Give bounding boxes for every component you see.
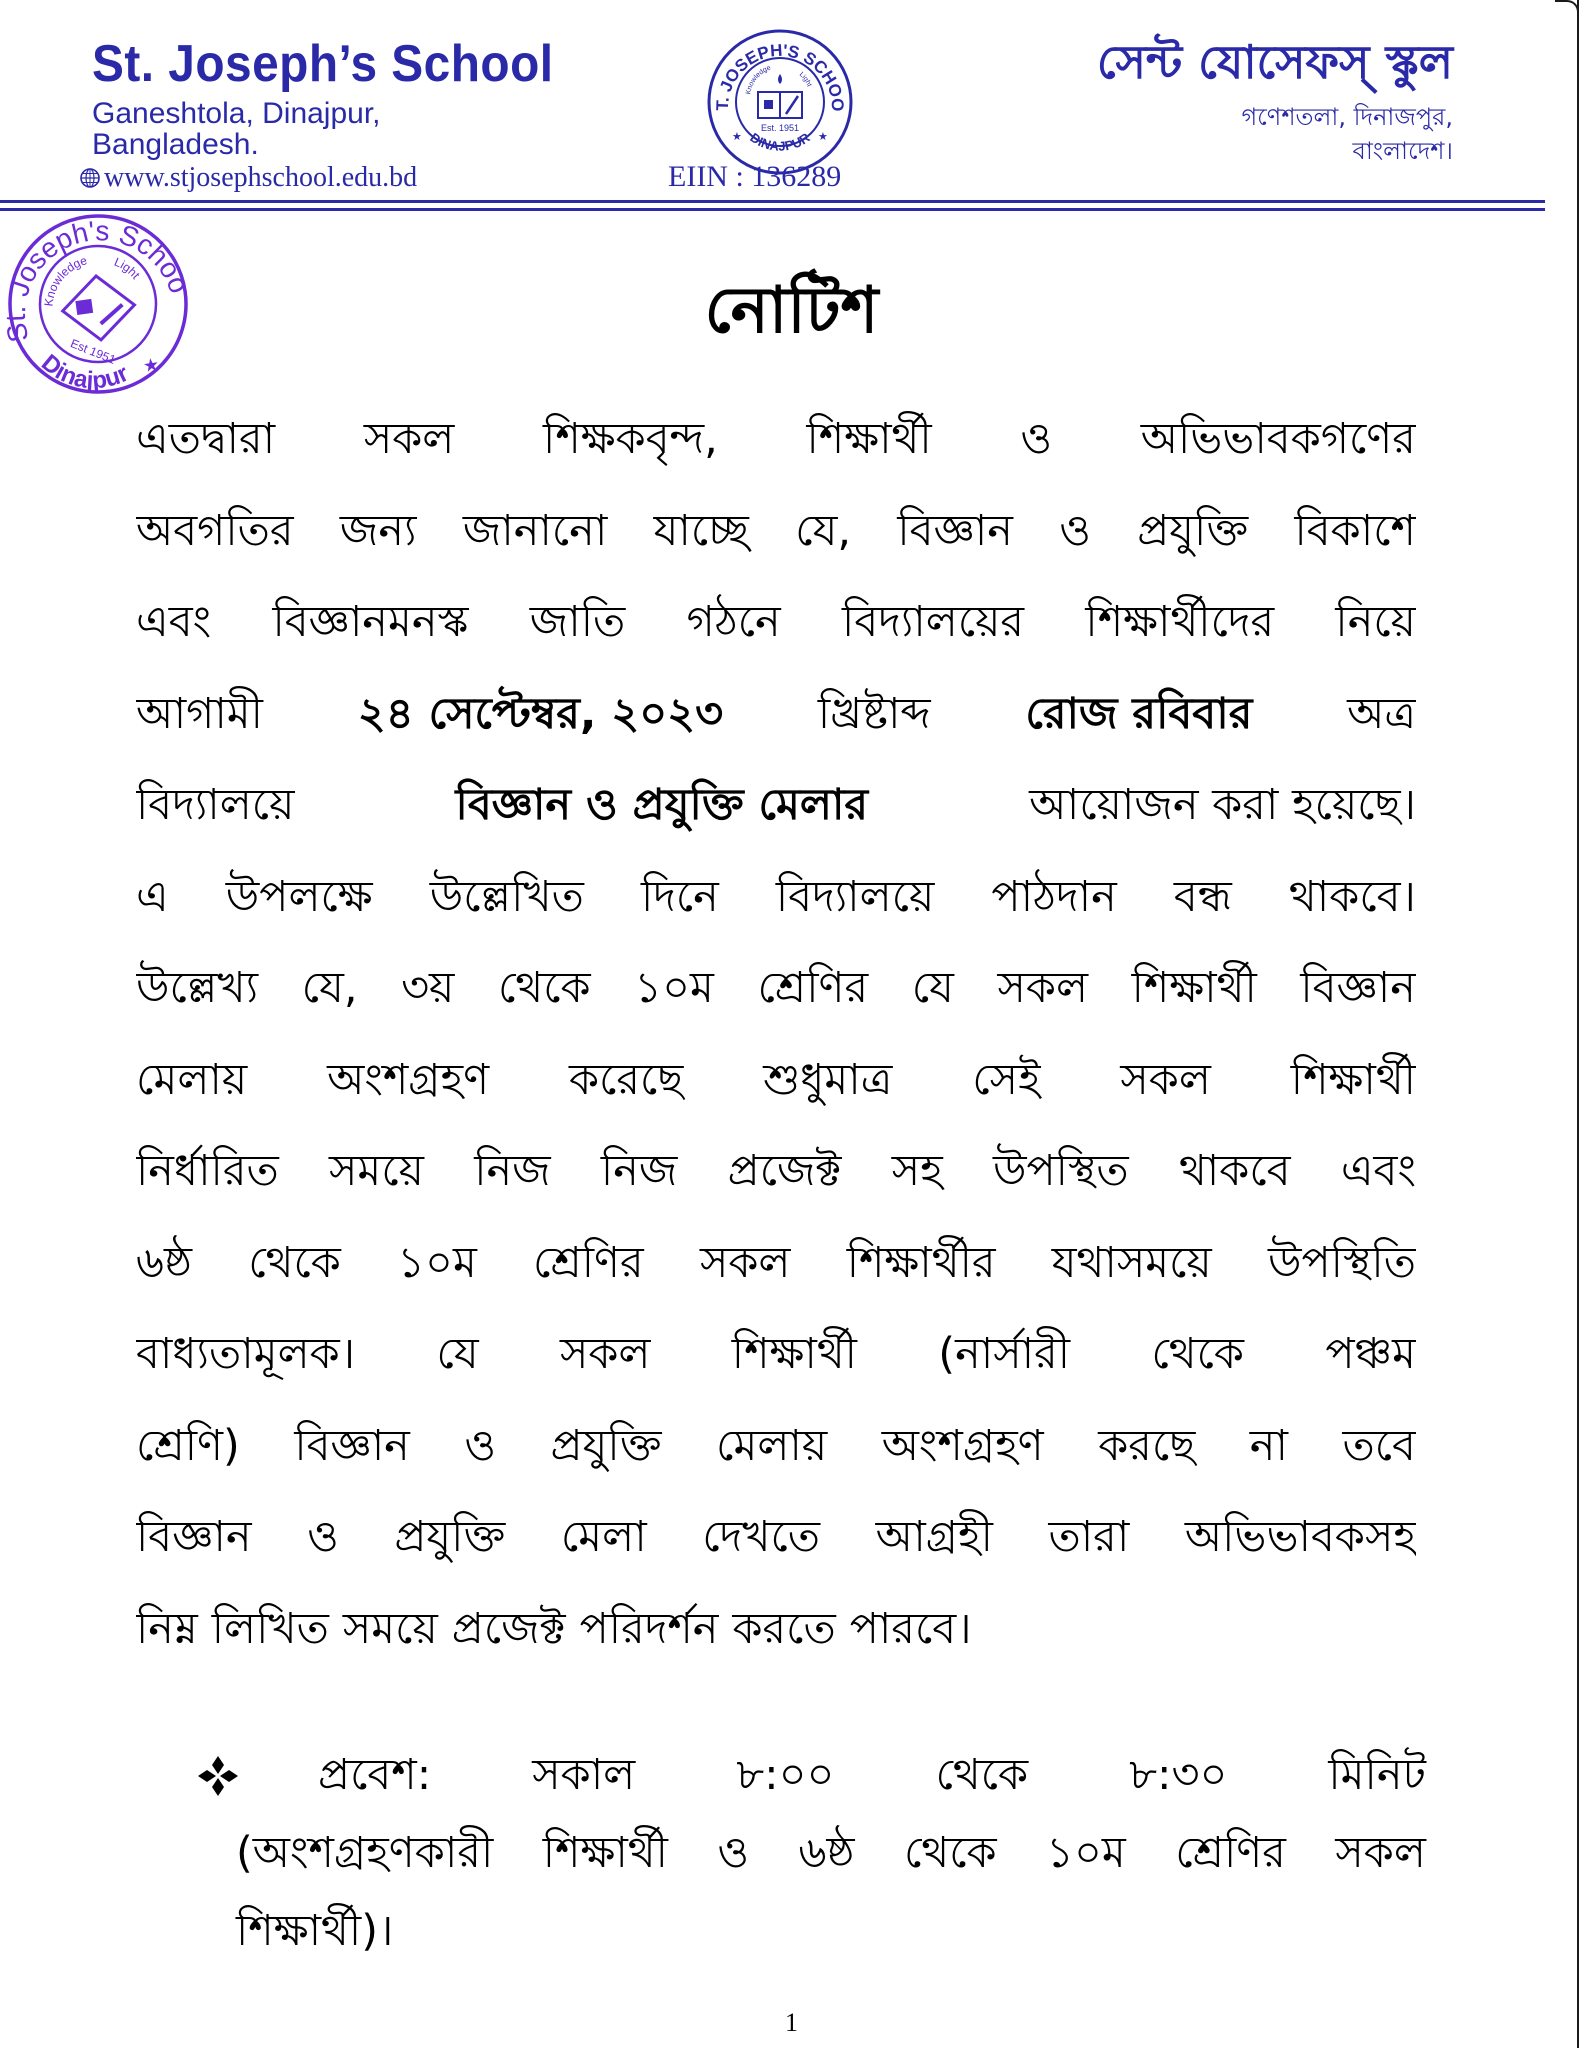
word: শিক্ষার্থী <box>542 1828 668 1878</box>
word: ১০ম <box>1046 1828 1126 1878</box>
word: এবং <box>136 597 212 647</box>
body-line <box>136 1492 1416 1584</box>
word: পাঠদান <box>991 871 1117 922</box>
word: আগামী <box>136 688 263 739</box>
website-row <box>80 162 417 194</box>
svg-text:DINAJPUR <box>747 129 813 153</box>
word: শ্রেণির <box>533 1237 644 1288</box>
body-line-event <box>136 760 1416 852</box>
word: প্রযুক্তি <box>394 1512 506 1562</box>
word: এতদ্বারা <box>136 414 276 464</box>
bullet-line-2 <box>236 1814 1426 1892</box>
body-line <box>136 1126 1416 1218</box>
word: উল্লেখ্য <box>136 963 259 1013</box>
word: ও <box>1059 505 1091 556</box>
word: বিজ্ঞানমনস্ক <box>272 597 469 647</box>
word: যে <box>911 963 954 1013</box>
word: দেখতে <box>702 1512 821 1562</box>
word: বিদ্যালয়ের <box>842 597 1025 647</box>
word: নিয়ে <box>1335 597 1416 647</box>
word: যথাসময়ে <box>1051 1237 1212 1288</box>
word: যে, <box>795 505 852 556</box>
bullet-line-1 <box>318 1736 1426 1814</box>
word: বিদ্যালয়ে <box>136 780 295 830</box>
word: তবে <box>1342 1420 1416 1471</box>
word: মেলায় <box>136 1054 248 1105</box>
word: উল্লেখিত <box>429 871 584 922</box>
event-day: রোজ রবিবার <box>1025 688 1253 739</box>
logo-star-left: ★ <box>732 130 742 143</box>
word: জন্য <box>339 505 417 556</box>
word: ৬ষ্ঠ <box>798 1828 855 1878</box>
word: ১০ম <box>397 1237 477 1288</box>
word: প্রযুক্তি <box>550 1420 662 1471</box>
word: সকাল <box>532 1750 636 1800</box>
word: যে, <box>301 963 358 1013</box>
word: থাকবে। <box>1288 871 1416 922</box>
word: বন্ধ <box>1173 871 1232 922</box>
word: অংশগ্রহণ <box>327 1054 490 1105</box>
body-line <box>136 394 1416 486</box>
word: লিখিত <box>211 1603 329 1654</box>
word: আয়োজন করা হয়েছে। <box>1029 780 1416 830</box>
word: পারবে। <box>849 1603 972 1654</box>
word: সকল <box>1120 1054 1211 1105</box>
stamp-city: Dinajpur <box>36 349 133 395</box>
word: বাধ্যতামূলক। <box>136 1329 356 1379</box>
four-diamond-bullet-icon <box>196 1754 240 1798</box>
logo-established: Est. 1951 <box>760 123 800 133</box>
word: করতে <box>732 1603 836 1654</box>
logo-star-right: ★ <box>818 130 828 143</box>
word: শিক্ষার্থী <box>1131 963 1257 1013</box>
word: উপস্থিতি <box>1267 1237 1416 1288</box>
logo-motto-left: Knowledge <box>745 64 772 96</box>
word: প্রজেক্ট <box>451 1603 566 1654</box>
word: ৩য় <box>401 963 455 1013</box>
word: সময়ে <box>329 1146 424 1196</box>
logo-ring-text: T. JOSEPH'S SCHOO <box>712 40 848 112</box>
word: প্রজেক্ট <box>727 1146 842 1196</box>
word: অভিভাবকসহ <box>1184 1512 1416 1562</box>
header-divider-bottom <box>0 208 1545 211</box>
school-logo-seal <box>706 28 854 176</box>
word: সকল <box>363 414 455 464</box>
word: শিক্ষার্থী <box>806 414 932 464</box>
word: পঞ্চম <box>1325 1329 1416 1379</box>
word: করছে <box>1098 1420 1196 1471</box>
address-bn <box>1241 100 1453 168</box>
word: শ্রেণি) <box>136 1420 240 1471</box>
body-line <box>136 1035 1416 1127</box>
word: এবং <box>1340 1146 1416 1196</box>
address-en-line1: Ganeshtola, Dinajpur, <box>92 97 381 130</box>
body-line <box>136 943 1416 1035</box>
stamp-motto-left: Knowledge <box>41 253 89 308</box>
word: নিজ <box>600 1146 678 1196</box>
word: সময়ে <box>342 1603 438 1654</box>
word: শিক্ষার্থীর <box>846 1237 996 1288</box>
word: ১০ম <box>634 963 714 1013</box>
word: (নার্সারী <box>938 1329 1071 1379</box>
bullet-line-3: শিক্ষার্থী)। <box>236 1906 394 1956</box>
word: ও <box>717 1828 750 1878</box>
stamp-ring-text: St. Joseph's School <box>2 215 188 346</box>
word: ৬ষ্ঠ <box>136 1237 192 1288</box>
word: থেকে <box>935 1750 1029 1800</box>
event-date: ২৪ সেপ্টেম্বর, ২০২৩ <box>357 688 724 739</box>
word: প্রবেশ: <box>318 1750 432 1800</box>
word: সকল <box>997 963 1089 1013</box>
word: না <box>1249 1420 1288 1471</box>
word: বিজ্ঞান <box>294 1420 410 1471</box>
word: অবগতির <box>136 505 294 556</box>
address-bn-line2: বাংলাদেশ। <box>1352 137 1453 165</box>
word: বিজ্ঞান <box>897 505 1013 556</box>
word: প্রযুক্তি <box>1137 505 1249 556</box>
word: শ্রেণির <box>757 963 869 1013</box>
word: নিজ <box>474 1146 551 1196</box>
word: বিকাশে <box>1294 505 1416 556</box>
svg-text:Light <box>798 71 813 88</box>
word: থেকে <box>903 1828 997 1878</box>
word: থেকে <box>1151 1329 1245 1379</box>
header-divider-top <box>0 200 1545 203</box>
logo-flame-icon <box>778 74 782 84</box>
logo-motto-right: Light <box>797 71 813 88</box>
word: আগ্রহী <box>875 1512 993 1562</box>
body-line <box>136 852 1416 944</box>
word: অত্র <box>1347 688 1416 739</box>
word: সকল <box>1335 1828 1426 1878</box>
globe-icon <box>80 168 100 188</box>
body-line <box>136 1584 1416 1676</box>
word: শিক্ষার্থী <box>1290 1054 1416 1105</box>
word: দিনে <box>640 871 719 922</box>
word: নির্ধারিত <box>136 1146 279 1196</box>
word: নিম্ন <box>136 1603 198 1654</box>
word: ও <box>1020 414 1053 464</box>
entry-time-bullet <box>196 1736 1426 1970</box>
page-corner <box>1555 0 1579 12</box>
word: যে <box>436 1329 479 1379</box>
word: জানানো <box>462 505 608 556</box>
eiin-number: EIIN : 136289 <box>668 160 842 193</box>
word: মিনিট <box>1328 1750 1426 1800</box>
address-bn-line1: গণেশতলা, দিনাজপুর, <box>1241 103 1453 131</box>
word: বিজ্ঞান <box>1300 963 1416 1013</box>
word: মেলায় <box>716 1420 828 1471</box>
body-line-date <box>136 669 1416 761</box>
word: অংশগ্রহণ <box>881 1420 1044 1471</box>
notice-body <box>136 394 1416 1675</box>
address-en <box>92 98 381 160</box>
body-line <box>136 1218 1416 1310</box>
notice-title: নোটিশ <box>704 274 879 348</box>
word: শিক্ষার্থীদের <box>1085 597 1275 647</box>
svg-text:ST. JOSEPH'S SCHOOL <box>706 28 847 112</box>
body-line <box>136 1309 1416 1401</box>
school-logo <box>706 28 854 176</box>
word: থাকবে <box>1178 1146 1291 1196</box>
word: (অংশগ্রহণকারী <box>236 1828 494 1878</box>
word: উপস্থিত <box>992 1146 1129 1196</box>
body-line <box>136 1401 1416 1493</box>
body-line <box>136 577 1416 669</box>
word: ৮:৩০ <box>1129 1750 1228 1800</box>
word: শ্রেণির <box>1175 1828 1286 1878</box>
stamp-motto-right: Light <box>112 254 143 282</box>
word: এ <box>136 871 169 922</box>
word: বিজ্ঞান <box>136 1512 252 1562</box>
word: ও <box>307 1512 339 1562</box>
school-name-en: St. Joseph’s School <box>92 35 554 93</box>
page-number: 1 <box>785 2008 798 2037</box>
word: উপলক্ষে <box>225 871 373 922</box>
event-name: বিজ্ঞান ও প্রযুক্তি মেলার <box>455 780 869 830</box>
word: শিক্ষকবৃন্দ, <box>543 414 718 464</box>
stamp-established: Est 1951 <box>68 336 118 367</box>
body-line <box>136 486 1416 578</box>
word: সকল <box>699 1237 791 1288</box>
word: করেছে <box>568 1054 684 1105</box>
bullet-row <box>196 1736 1426 1814</box>
word: সকল <box>559 1329 651 1379</box>
bullet-continuation <box>196 1814 1426 1970</box>
logo-city: DINAJPUR <box>747 129 813 154</box>
word: সহ <box>891 1146 943 1196</box>
word: বিদ্যালয়ে <box>775 871 935 922</box>
word: খ্রিষ্টাব্দ <box>817 688 931 739</box>
word: থেকে <box>497 963 591 1013</box>
word: ও <box>464 1420 497 1471</box>
word: গঠনে <box>686 597 781 647</box>
word: পরিদর্শন <box>579 1603 719 1654</box>
word: জাতি <box>529 597 626 647</box>
word: থেকে <box>248 1237 341 1288</box>
word: ৮:০০ <box>736 1750 835 1800</box>
word: অভিভাবকগণের <box>1140 414 1416 464</box>
word: সেই <box>972 1054 1041 1105</box>
word: যাচ্ছে <box>653 505 749 556</box>
address-en-line2: Bangladesh. <box>92 128 259 161</box>
school-name-bn: সেন্ট যোসেফস্ স্কুল <box>1096 35 1453 89</box>
word: শুধুমাত্র <box>763 1054 893 1105</box>
word: তারা <box>1048 1512 1130 1562</box>
website-link[interactable]: www.stjosephschool.edu.bd <box>104 162 418 193</box>
word: মেলা <box>560 1512 647 1562</box>
word: শিক্ষার্থী <box>731 1329 857 1379</box>
stamp-star-icon: ★ <box>141 354 161 378</box>
